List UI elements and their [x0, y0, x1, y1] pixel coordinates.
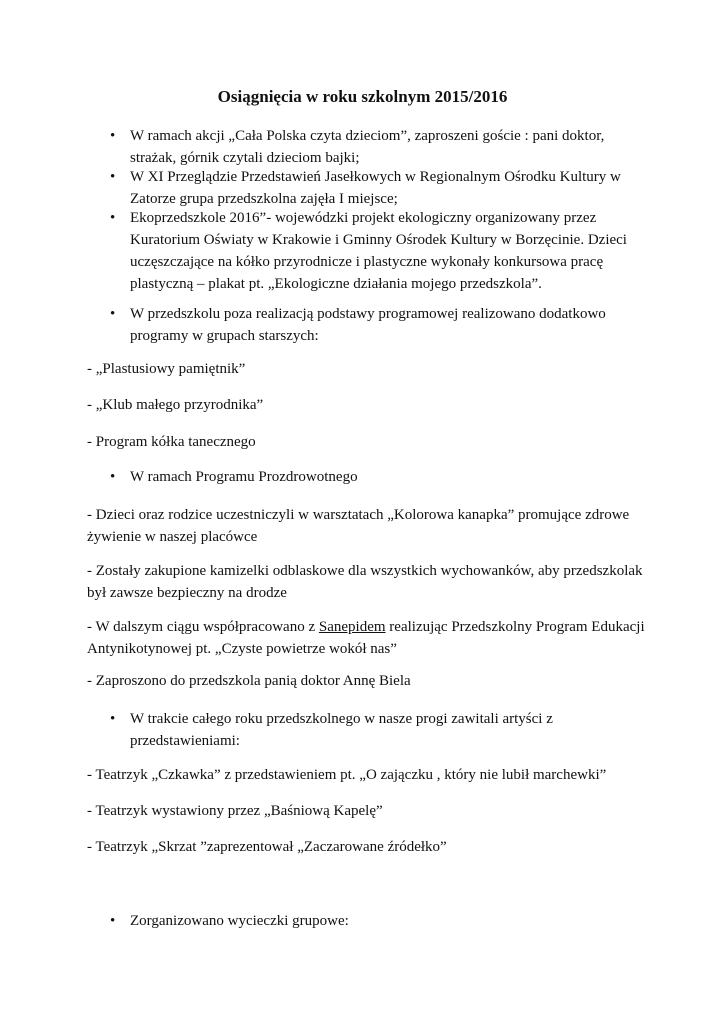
bullet-nativity-review: • W XI Przeglądzie Przedstawień Jasełkowych w Regionalnym Ośrodku Kultury w Zatorze grupa przedszkolna zajęła I miejsce; [130, 166, 650, 210]
bullet-trips: • Zorganizowano wycieczki grupowe: [130, 910, 650, 932]
health-item-workshops: - Dzieci oraz rodzice uczestniczyli w warsztatach „Kolorowa kanapka” promujące zdrowe żywienie w naszej placówce [87, 507, 630, 545]
theatre-item-kapela: - Teatrzyk wystawiony przez „Baśniową Kapelę” [87, 803, 383, 819]
health-item-vests: - Zostały zakupione kamizelki odblaskowe dla wszystkich wychowanków, aby przedszkolak był zawsze bezpieczny na drodze [87, 563, 643, 601]
page-title: Osiągnięcia w roku szkolnym 2015/2016 [217, 87, 508, 106]
bullet-health-program: • W ramach Programu Prozdrowotnego [130, 466, 650, 488]
bullet-ekoprzedszkole: • Ekoprzedszkole 2016”- wojewódzki projekt ekologiczny organizowany przez Kuratorium Oświaty w Krakowie i Gminny Ośrodek Kultury w Borzęcinie. Dzieci uczęszczające na kółko przyrodnicze i plastyczne wykonały konkursowa pracę plastyczną – plakat pt. „Ekologiczne działania mojego przedszkola”. [130, 207, 650, 295]
sanepid-link: Sanepidem [318, 619, 386, 635]
sanepid-text-after: realizując Przedszkolny Program Edukacji Antynikotynowej pt. „Czyste powietrze wokół nas” [87, 619, 645, 657]
sanepid-text-before: - W dalszym ciągu współpracowano z [87, 619, 319, 635]
program-item-plastus: - „Plastusiowy pamiętnik” [87, 361, 246, 377]
theatre-item-skrzat: - Teatrzyk „Skrzat ”zaprezentował „Zaczarowane źródełko” [87, 839, 447, 855]
bullet-artists: • W trakcie całego roku przedszkolnego w nasze progi zawitali artyści z przedstawieniami: [130, 708, 650, 752]
bullet-additional-programs: • W przedszkolu poza realizacją podstawy programowej realizowano dodatkowo programy w grupach starszych: [130, 303, 650, 347]
program-item-dance: - Program kółka tanecznego [87, 434, 256, 450]
theatre-item-czkawka: - Teatrzyk „Czkawka” z przedstawieniem pt. „O zajączku , który nie lubił marchewki” [87, 767, 607, 783]
program-item-nature-club: - „Klub małego przyrodnika” [87, 397, 264, 413]
health-item-sanepid [87, 616, 647, 660]
health-item-doctor: - Zaproszono do przedszkola panią doktor Annę Biela [87, 673, 411, 689]
bullet-reading-action: • W ramach akcji „Cała Polska czyta dzieciom”, zaproszeni goście : pani doktor, strażak, górnik czytali dzieciom bajki; [130, 125, 650, 169]
